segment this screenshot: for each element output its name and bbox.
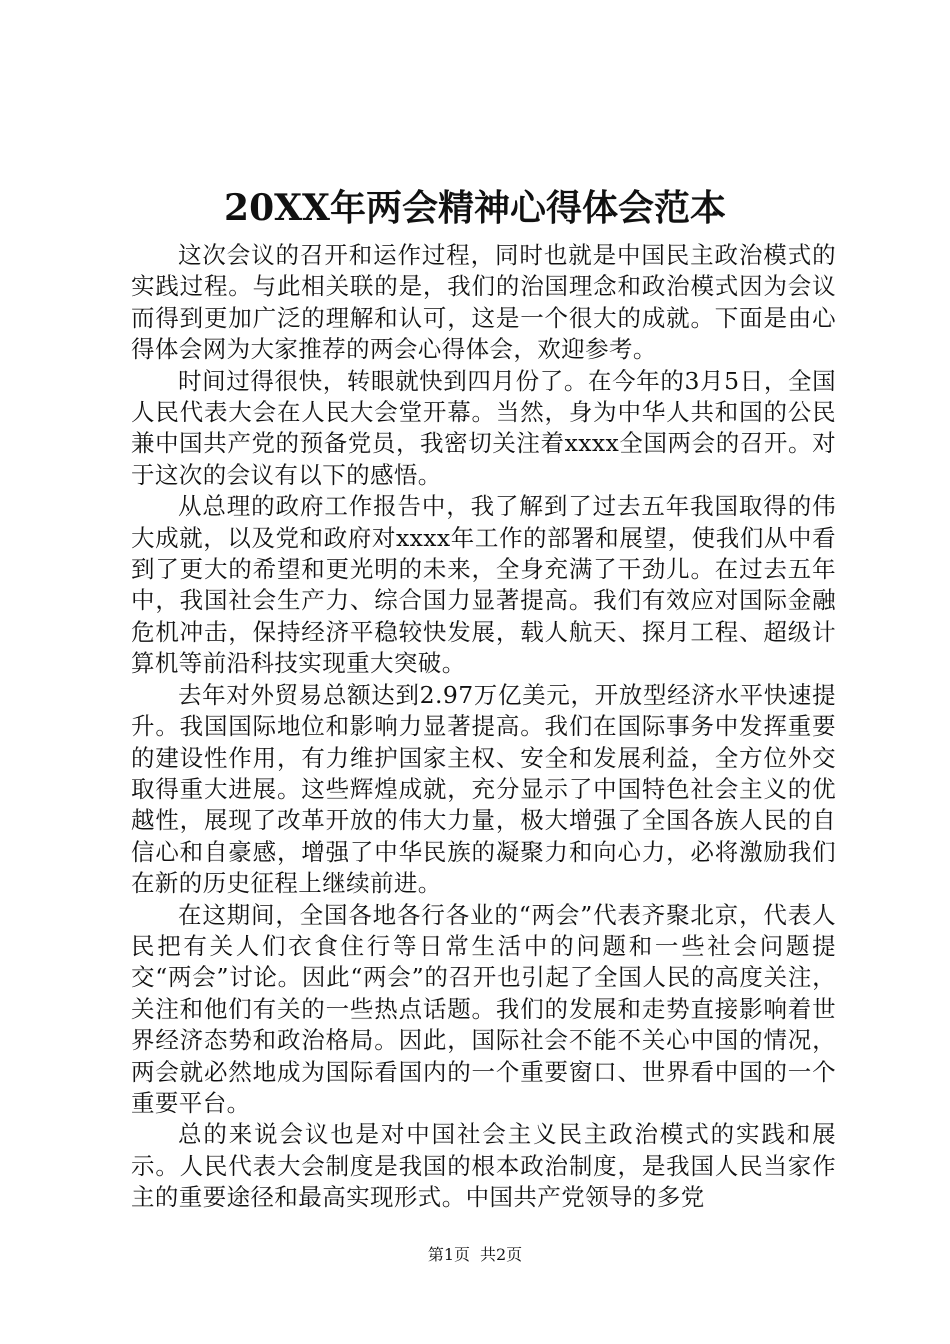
paragraph-summary: 总的来说会议也是对中国社会主义民主政治模式的实践和展示。人民代表大会制度是我国的根本政治制度，是我国人民当家作主的重要途径和最高实现形式。中国共产党领导的多党 — [131, 1120, 836, 1212]
paragraph-report: 从总理的政府工作报告中，我了解到了过去五年我国取得的伟大成就，以及党和政府对xxxx年工作的部署和展望，使我们从中看到了更大的希望和更光明的未来，全身充满了干劲儿。在过去五年中，我国社会生产力、综合国力显著提高。我们有效应对国际金融危机冲击，保持经济平稳较快发展，载人航天、探月工程、超级计算机等前沿科技实现重大突破。 — [131, 492, 836, 678]
paragraph-delegates: 在这期间，全国各地各行各业的“两会”代表齐聚北京，代表人民把有关人们衣食住行等日常生活中的问题和一些社会问题提交“两会”讨论。因此“两会”的召开也引起了全国人民的高度关注，关注和他们有关的一些热点话题。我们的发展和走势直接影响着世界经济态势和政治格局。因此，国际社会不能不关心中国的情况，两会就必然地成为国际看国内的一个重要窗口、世界看中国的一个重要平台。 — [131, 900, 836, 1117]
page-number: 第1页 — [427, 1245, 470, 1264]
document-title: 20XX年两会精神心得体会范本 — [224, 187, 726, 229]
paragraph-time: 时间过得很快，转眼就快到四月份了。在今年的3月5日，全国人民代表大会在人民大会堂开幕。当然，身为中华人共和国的公民兼中国共产党的预备党员，我密切关注着xxxx全国两会的召开。对于这次的会议有以下的感悟。 — [131, 366, 836, 489]
paragraph-intro: 这次会议的召开和运作过程，同时也就是中国民主政治模式的实践过程。与此相关联的是，我们的治国理念和政治模式因为会议而得到更加广泛的理解和认可，这是一个很大的成就。下面是由心得体会网为大家推荐的两会心得体会，欢迎参考。 — [131, 241, 836, 364]
document-body — [131, 240, 836, 1214]
paragraph-trade: 去年对外贸易总额达到2.97万亿美元，开放型经济水平快速提升。我国国际地位和影响力显著提高。我们在国际事务中发挥重要的建设性作用，有力维护国家主权、安全和发展利益，全方位外交取得重大进展。这些辉煌成就，充分显示了中国特色社会主义的优越性，展现了改革开放的伟大力量，极大增强了全国各族人民的自信心和自豪感，增强了中华民族的凝聚力和向心力，必将激励我们在新的历史征程上继续前进。 — [131, 680, 836, 898]
page-footer — [0, 1244, 950, 1266]
page-total: 共2页 — [480, 1245, 523, 1264]
